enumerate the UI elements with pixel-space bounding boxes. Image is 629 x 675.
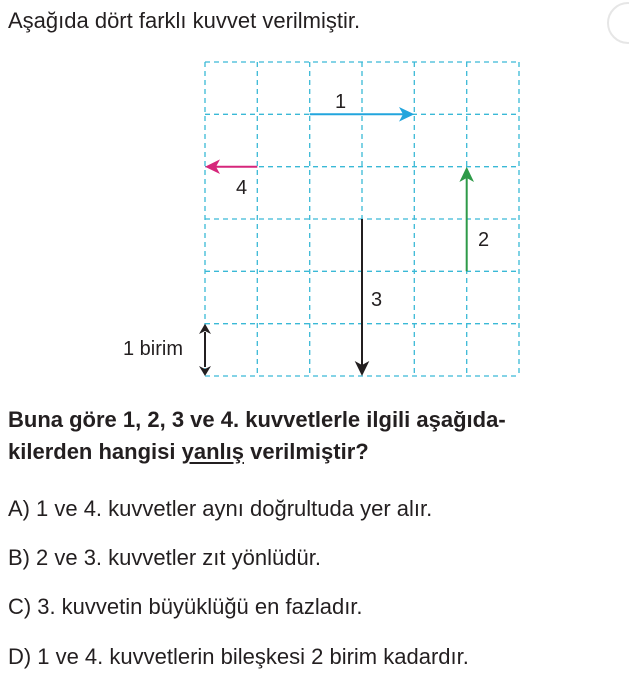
unit-label: 1 birim <box>123 338 184 360</box>
force-1-label: 1 <box>335 91 347 113</box>
option-a-text: 1 ve 4. kuvvetler aynı doğrultuda yer alır. <box>36 496 433 521</box>
question-line-1: Buna göre 1, 2, 3 ve 4. kuvvetlerle ilgili aşağıda- <box>8 407 506 432</box>
force-3-arrow <box>355 219 370 376</box>
option-c-text: 3. kuvvetin büyüklüğü en fazladır. <box>37 594 363 619</box>
option-d-text: 1 ve 4. kuvvetlerin bileşkesi 2 birim kadardır. <box>37 644 469 669</box>
option-a-letter: A) <box>8 496 30 521</box>
question-text <box>8 404 628 468</box>
force-2-label: 2 <box>478 229 490 251</box>
force-3-label: 3 <box>371 289 383 311</box>
question-underlined-word: yanlış <box>181 439 244 464</box>
option-c-letter: C) <box>8 594 32 619</box>
question-line-2-end: verilmiştir? <box>243 439 369 464</box>
option-a[interactable] <box>8 494 432 524</box>
option-b-letter: B) <box>8 545 30 570</box>
force-4-arrow <box>205 159 257 174</box>
question-line-2 <box>8 436 628 468</box>
option-b[interactable] <box>8 543 321 573</box>
option-d-letter: D) <box>8 644 32 669</box>
option-c[interactable] <box>8 592 363 622</box>
option-d[interactable] <box>8 642 469 672</box>
force-4-label: 4 <box>236 177 248 199</box>
option-b-text: 2 ve 3. kuvvetler zıt yönlüdür. <box>36 545 321 570</box>
intro-text: Aşağıda dört farklı kuvvet verilmiştir. <box>8 8 361 33</box>
question-line-2-start: kilerden hangisi <box>8 439 182 464</box>
